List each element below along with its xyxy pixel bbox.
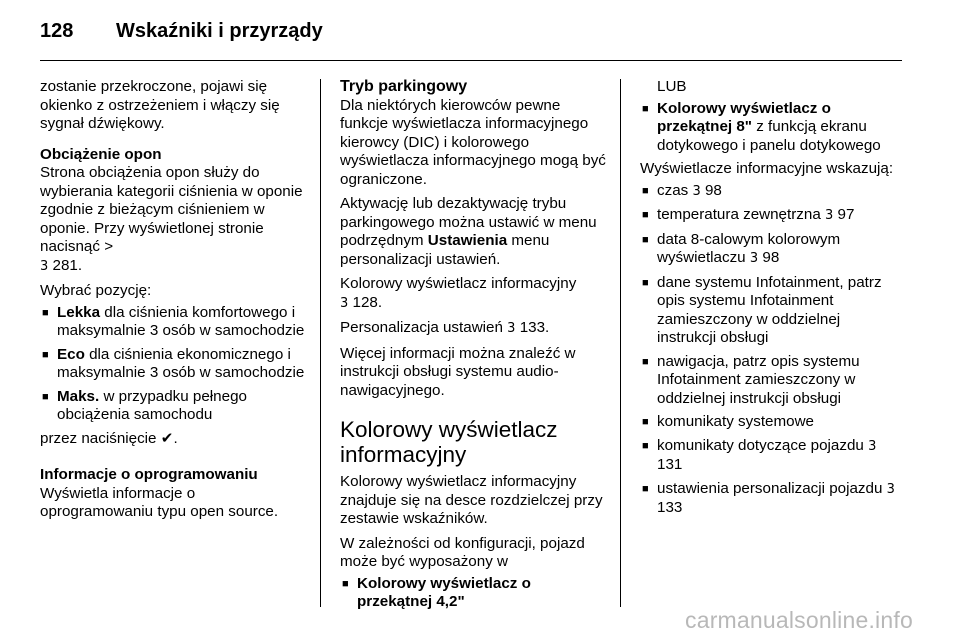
tire-load-paragraph: Strona obciążenia opon służy do wybierania kategorii ciśnienia w oponie zgodnie z bieżącym ciśnieniem w oponie. Przy wyświetlonej stronie nacisnąć > 3 281.: [40, 164, 303, 274]
page-ref-arrow-icon: 3: [749, 251, 759, 266]
page-ref[interactable]: 98: [762, 249, 780, 266]
color-display-heading: Kolorowy wyświetlacz informacyjny: [340, 417, 558, 467]
reference-color-display: Kolorowy wyświetlacz informacyjny 3 128.: [340, 275, 577, 311]
intro-paragraph: zostanie przekroczone, pojawi się okienko z ostrzeżeniem i włączy się sygnał dźwiękowy.: [40, 78, 280, 132]
display-variant-list-2: [640, 100, 902, 156]
tire-options-list: [40, 304, 312, 425]
list-item: ■ ustawienia personalizacji pojazdu 3 133: [640, 480, 902, 518]
or-label: LUB: [657, 78, 687, 95]
page-ref[interactable]: 133: [657, 499, 683, 516]
confirm-paragraph: przez naciśnięcie ✔.: [40, 429, 178, 447]
more-info-paragraph: Więcej informacji można znaleźć w instrukcji obsługi systemu audio-nawigacyjnego.: [340, 344, 576, 399]
list-item: ■ temperatura zewnętrzna 3 97: [640, 206, 902, 226]
parking-paragraph-1: Dla niektórych kierowców pewne funkcje wyświetlacza informacyjnego kierowcy (DIC) i kolorowego wyświetlacza informacyjnego mogą być ograniczone.: [340, 96, 606, 188]
display-info-list: [640, 182, 902, 518]
list-item: ■ dane systemu Infotainment, patrz opis systemu Infotainment zamieszczony w oddzielnej instrukcji obsługi: [640, 274, 902, 348]
list-item: ■ czas 3 98: [640, 182, 902, 202]
indicates-label: Wyświetlacze informacyjne wskazują:: [640, 160, 894, 177]
column-1: [40, 78, 312, 528]
list-item: ■ Maks. w przypadku pełnego obciążenia samochodu: [40, 388, 312, 425]
parking-paragraph-2: Aktywację lub dezaktywację trybu parkingowego można ustawić w menu podrzędnym Ustawienia menu personalizacji ustawień.: [340, 195, 597, 268]
software-info-paragraph: Wyświetla informacje o oprogramowaniu typu open source.: [40, 484, 279, 520]
watermark: carmanualsonline.info: [685, 607, 913, 633]
list-item: ■ komunikaty dotyczące pojazdu 3 131: [640, 437, 902, 475]
page-ref[interactable]: 98: [704, 181, 722, 199]
list-item: ■ nawigacja, patrz opis systemu Infotainment zamieszczony w oddzielnej instrukcji obsługi: [640, 353, 902, 409]
page-ref-arrow-icon: 3: [825, 208, 834, 223]
software-info-heading: Informacje o oprogramowaniu: [40, 466, 258, 483]
page-ref-arrow-icon: 3: [692, 183, 701, 199]
list-item: ■ komunikaty systemowe: [640, 413, 902, 432]
page-ref[interactable]: 97: [837, 206, 855, 223]
header-rule: [40, 60, 902, 61]
list-item: ■ Eco dla ciśnienia ekonomicznego i maksymalnie 3 osób w samochodzie: [40, 346, 312, 383]
page-ref-arrow-icon: 3: [886, 481, 895, 497]
page-ref-arrow-icon: 3: [40, 258, 49, 274]
column-divider-1: [320, 79, 321, 607]
parking-mode-heading: Tryb parkingowy: [340, 78, 468, 95]
column-3: [640, 78, 902, 523]
page-number: 128: [40, 20, 74, 42]
section-title: Wskaźniki i przyrządy: [116, 20, 323, 42]
page-ref[interactable]: 281.: [52, 256, 83, 274]
column-divider-2: [620, 79, 621, 607]
color-display-paragraph-1: Kolorowy wyświetlacz informacyjny znajduje się na desce rozdzielczej przy zestawie wskaźników.: [340, 473, 603, 527]
choose-label: Wybrać pozycję:: [40, 282, 152, 299]
list-item: ■ Lekka dla ciśnienia komfortowego i maksymalnie 3 osób w samochodzie: [40, 304, 312, 341]
page-ref-arrow-icon: 3: [340, 295, 349, 311]
chevron-right-icon: >: [104, 238, 114, 255]
checkmark-icon: ✔: [160, 429, 174, 447]
page-ref-arrow-icon: 3: [507, 321, 516, 336]
page-ref[interactable]: 128.: [352, 293, 383, 311]
list-item: ■ data 8-calowym kolorowym wyświetlaczu 3 98: [640, 231, 902, 269]
list-item: ■ Kolorowy wyświetlacz o przekątnej 4,2": [340, 575, 610, 612]
color-display-paragraph-2: W zależności od konfiguracji, pojazd może być wyposażony w: [340, 534, 585, 570]
reference-personalization: Personalizacja ustawień 3 133.: [340, 319, 550, 336]
page-ref[interactable]: 133.: [519, 319, 550, 336]
display-variant-list: [340, 575, 610, 612]
page-ref[interactable]: 131: [657, 456, 683, 473]
page-ref-arrow-icon: 3: [868, 438, 877, 454]
tire-load-heading: Obciążenie opon: [40, 145, 162, 163]
column-2: [340, 78, 610, 617]
list-item: ■ Kolorowy wyświetlacz o przekątnej 8" z funkcją ekranu dotykowego i panelu dotykowego: [640, 100, 902, 156]
